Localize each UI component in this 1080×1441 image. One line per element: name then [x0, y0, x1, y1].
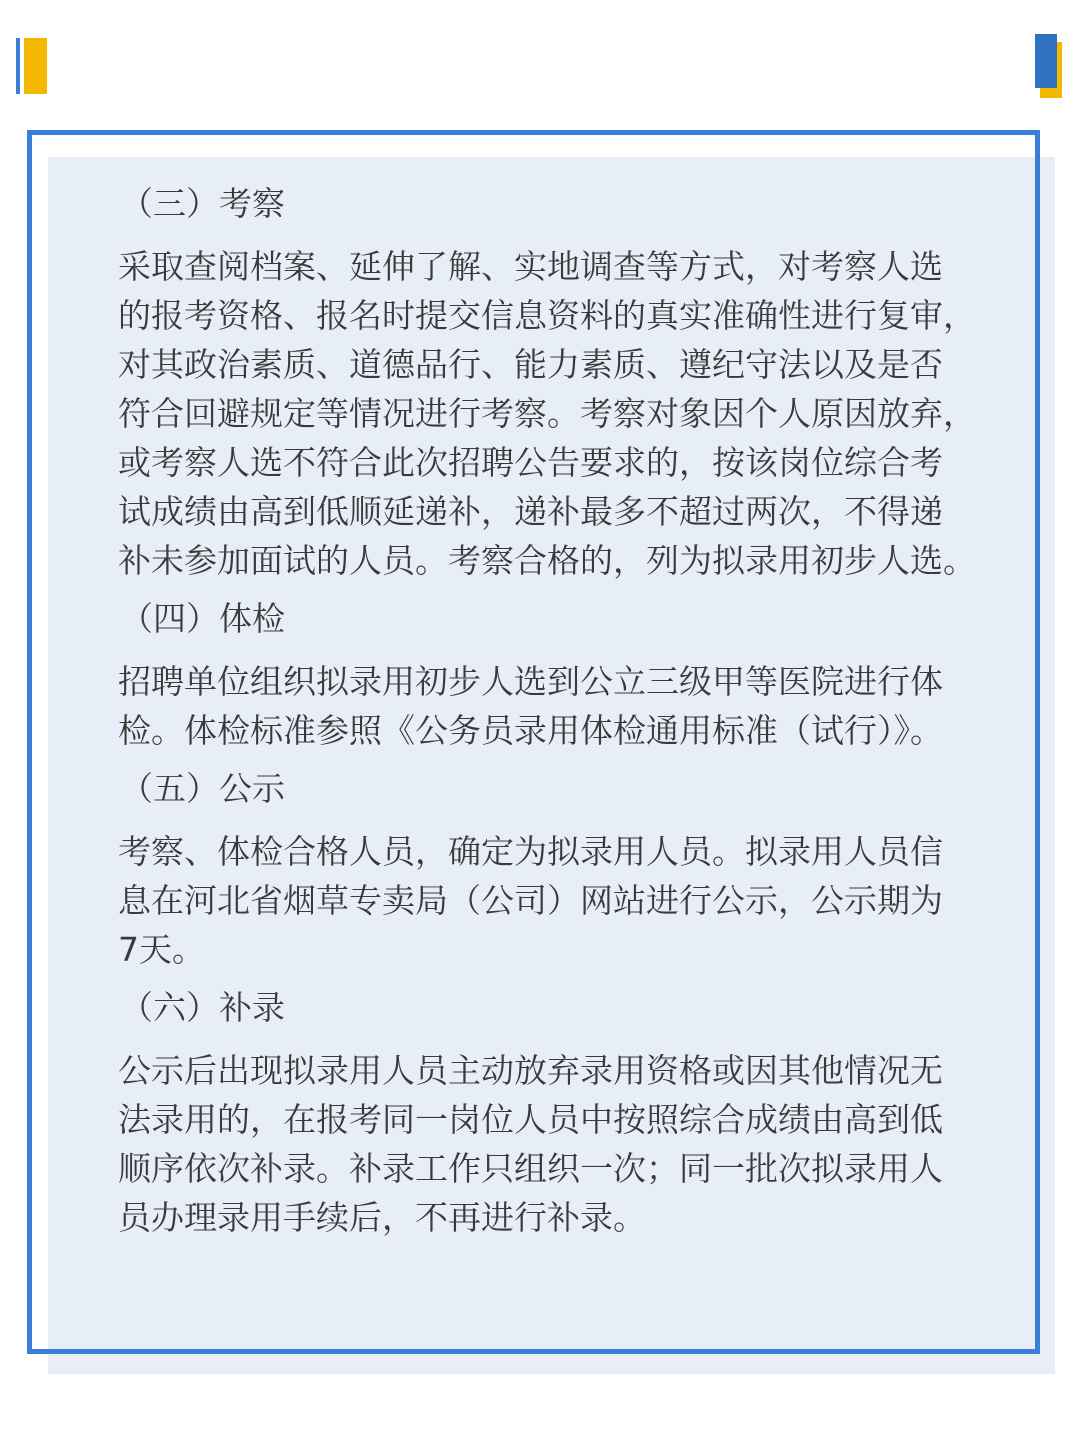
paragraph-line: 法录用的，在报考同一岗位人员中按照综合成绩由高到低 [118, 1100, 943, 1139]
section-heading-publicity: （五）公示 [120, 769, 285, 808]
paragraph-line: 检。体检标准参照《公务员录用体检通用标准（试行）》。 [118, 711, 943, 750]
section-heading-inspection: （三）考察 [120, 184, 285, 223]
paragraph-line: 或考察人选不符合此次招聘公告要求的，按该岗位综合考 [118, 443, 943, 482]
paragraph-line: 员办理录用手续后，不再进行补录。 [118, 1198, 646, 1237]
section-paragraph-supplement [118, 1046, 1018, 1242]
corner-bar-right-blue [1035, 34, 1057, 88]
paragraph-line: 招聘单位组织拟录用初步人选到公立三级甲等医院进行体 [118, 662, 943, 701]
corner-bar-left-thin [16, 38, 20, 94]
section-paragraph-inspection [118, 242, 1018, 585]
paragraph-line: 符合回避规定等情况进行考察。考察对象因个人原因放弃， [118, 394, 976, 433]
paragraph-line: 补未参加面试的人员。考察合格的，列为拟录用初步人选。 [118, 541, 976, 580]
paragraph-line: 试成绩由高到低顺延递补，递补最多不超过两次，不得递 [118, 492, 943, 531]
paragraph-line: 顺序依次补录。补录工作只组织一次；同一批次拟录用人 [118, 1149, 943, 1188]
paragraph-line: 考察、体检合格人员，确定为拟录用人员。拟录用人员信 [118, 832, 943, 871]
section-heading-supplement: （六）补录 [120, 988, 285, 1027]
document-body [118, 180, 1018, 1252]
paragraph-line: 息在河北省烟草专卖局（公司）网站进行公示，公示期为 [118, 881, 943, 920]
paragraph-line: 7天。 [118, 930, 205, 969]
section-paragraph-physical-exam [118, 657, 1018, 755]
paragraph-line: 的报考资格、报名时提交信息资料的真实准确性进行复审， [118, 296, 976, 335]
section-paragraph-publicity [118, 827, 1018, 974]
paragraph-line: 公示后出现拟录用人员主动放弃录用资格或因其他情况无 [118, 1051, 943, 1090]
paragraph-line: 采取查阅档案、延伸了解、实地调查等方式，对考察人选 [118, 247, 943, 286]
paragraph-line: 对其政治素质、道德品行、能力素质、遵纪守法以及是否 [118, 345, 943, 384]
corner-bar-left-yellow [24, 38, 47, 94]
section-heading-physical-exam: （四）体检 [120, 599, 285, 638]
